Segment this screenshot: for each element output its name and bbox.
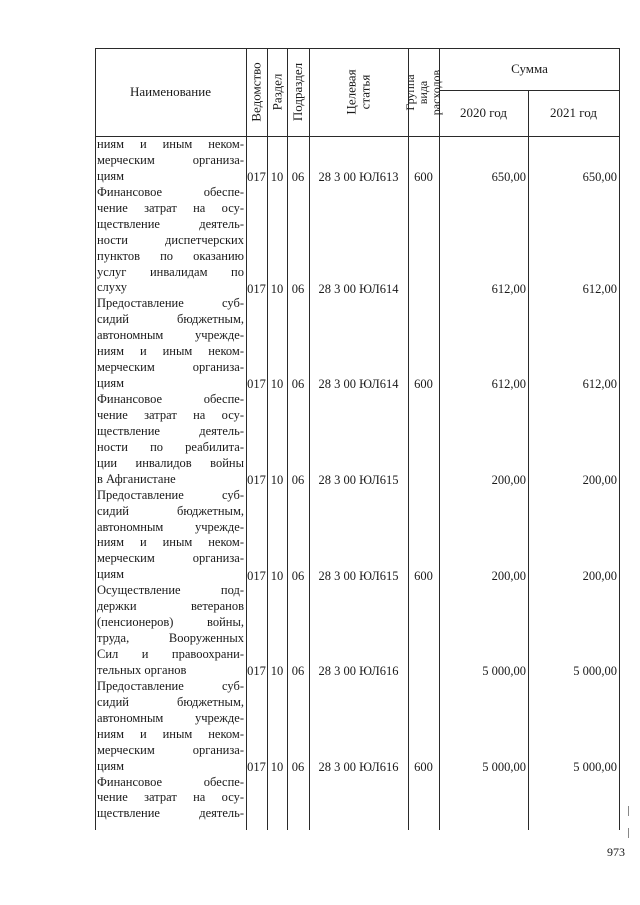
name-line: ниям и иным неком- <box>97 137 244 151</box>
name-line: циям <box>97 168 125 183</box>
cell-sum-2020: 612,00 <box>491 377 526 392</box>
name-line: циям <box>97 567 125 582</box>
cell-vedomstvo: 017 <box>247 472 266 487</box>
name-line: Финансовое обеспе- <box>97 392 244 406</box>
col-line-2 <box>267 48 268 830</box>
name-line: Финансовое обеспе- <box>97 184 244 199</box>
name-line: Сил и правоохрани- <box>97 647 244 661</box>
cell-sum-2021: 650,00 <box>582 169 617 184</box>
cell-tselevaya-statya: 28 3 00 ЮЛ615 <box>318 568 399 583</box>
cell-gruppa: 600 <box>414 760 433 775</box>
name-line: мерческим организа- <box>97 152 244 167</box>
cell-razdel: 10 <box>270 281 284 296</box>
name-line: чение затрат на осу- <box>97 407 244 422</box>
name-column-text <box>97 137 244 822</box>
name-line: ниям и иным неком- <box>97 535 244 550</box>
col-line-7 <box>528 90 529 830</box>
col-line-6 <box>439 48 440 830</box>
name-line: ности диспетчерских <box>97 232 244 247</box>
name-line: чение затрат на осу- <box>97 790 244 805</box>
name-line: труда, Вооруженных <box>97 631 244 646</box>
name-line: мерческим организа- <box>97 360 244 375</box>
name-line: ниям и иным неком- <box>97 726 244 741</box>
col-line-5 <box>408 48 409 830</box>
budget-table <box>95 48 620 830</box>
cell-podrazdel: 06 <box>291 169 305 184</box>
name-line: ществление деятель- <box>97 216 244 231</box>
header-summa: Сумма <box>511 61 548 76</box>
name-line: в Афганистане <box>97 471 176 486</box>
cell-podrazdel: 06 <box>291 472 305 487</box>
cell-tselevaya-statya: 28 3 00 ЮЛ616 <box>318 760 399 775</box>
table-border-right <box>619 48 620 830</box>
cell-razdel: 10 <box>270 760 284 775</box>
cell-podrazdel: 06 <box>291 664 305 679</box>
name-line: сидий бюджетным, <box>97 694 244 709</box>
cell-razdel: 10 <box>270 169 284 184</box>
header-gruppa-vida-raskhodov: Группа вида расходов <box>403 69 443 115</box>
name-line: Предоставление суб- <box>97 487 244 502</box>
name-line: сидий бюджетным, <box>97 312 244 327</box>
cell-tselevaya-statya: 28 3 00 ЮЛ614 <box>318 281 399 296</box>
cell-sum-2020: 5 000,00 <box>482 760 526 775</box>
table-border-left <box>95 48 96 830</box>
cell-sum-2021: 5 000,00 <box>573 664 617 679</box>
col-line-4 <box>309 48 310 830</box>
name-line: пунктов по оказанию <box>97 248 244 263</box>
name-line: Предоставление суб- <box>97 678 244 693</box>
cell-sum-2020: 200,00 <box>491 472 526 487</box>
name-line: услуг инвалидам по <box>97 264 244 279</box>
cell-sum-2020: 612,00 <box>491 281 526 296</box>
cell-sum-2021: 200,00 <box>582 472 617 487</box>
header-razdel: Раздел <box>269 73 284 111</box>
header-vedomstvo: Ведомство <box>248 62 264 122</box>
name-line: слуху <box>97 280 128 295</box>
name-line: автономным учрежде- <box>97 710 244 725</box>
margin-mark <box>628 828 629 838</box>
cell-sum-2020: 5 000,00 <box>482 664 526 679</box>
header-tselevaya-statya: Целевая статья <box>343 69 373 115</box>
name-line: чение затрат на осу- <box>97 200 244 215</box>
col-line-3 <box>287 48 288 830</box>
margin-mark <box>628 806 629 816</box>
cell-gruppa: 600 <box>414 568 433 583</box>
header-podrazdel: Подраздел <box>290 62 306 122</box>
name-line: циям <box>97 376 125 391</box>
name-line: ции инвалидов войны <box>97 455 244 470</box>
cell-podrazdel: 06 <box>291 281 305 296</box>
header-year-2021: 2021 год <box>550 105 597 120</box>
cell-tselevaya-statya: 28 3 00 ЮЛ615 <box>318 472 399 487</box>
name-line: ществление деятель- <box>97 423 244 438</box>
cell-gruppa: 600 <box>414 169 433 184</box>
cell-podrazdel: 06 <box>291 377 305 392</box>
header-year-2020: 2020 год <box>460 105 507 120</box>
cell-razdel: 10 <box>270 568 284 583</box>
cell-podrazdel: 06 <box>291 568 305 583</box>
cell-vedomstvo: 017 <box>247 169 266 184</box>
cell-vedomstvo: 017 <box>247 377 266 392</box>
name-line: мерческим организа- <box>97 551 244 566</box>
name-line: тельных органов <box>97 662 187 677</box>
name-line: ности по реабилита- <box>97 439 244 454</box>
cell-razdel: 10 <box>270 664 284 679</box>
name-line: Предоставление суб- <box>97 296 244 311</box>
name-line: Финансовое обеспе- <box>97 774 244 789</box>
cell-sum-2021: 200,00 <box>582 568 617 583</box>
name-line: автономным учрежде- <box>97 328 244 343</box>
header-name: Наименование <box>130 84 211 99</box>
cell-sum-2020: 650,00 <box>491 169 526 184</box>
cell-vedomstvo: 017 <box>247 568 266 583</box>
cell-razdel: 10 <box>270 472 284 487</box>
cell-podrazdel: 06 <box>291 760 305 775</box>
cell-tselevaya-statya: 28 3 00 ЮЛ614 <box>318 377 399 392</box>
name-line: ществление деятель- <box>97 806 244 821</box>
name-line: сидий бюджетным, <box>97 503 244 518</box>
name-line: автономным учрежде- <box>97 519 244 534</box>
cell-vedomstvo: 017 <box>247 281 266 296</box>
name-line: держки ветеранов <box>97 599 244 614</box>
page-number: 973 <box>607 845 625 859</box>
cell-sum-2021: 612,00 <box>582 281 617 296</box>
cell-vedomstvo: 017 <box>247 760 266 775</box>
name-line: (пенсионеров) войны, <box>97 615 244 630</box>
cell-vedomstvo: 017 <box>247 664 266 679</box>
name-line: ниям и иным неком- <box>97 344 244 359</box>
cell-gruppa: 600 <box>414 377 433 392</box>
name-line: циям <box>97 758 125 773</box>
cell-sum-2021: 612,00 <box>582 377 617 392</box>
cell-sum-2021: 5 000,00 <box>573 760 617 775</box>
cell-tselevaya-statya: 28 3 00 ЮЛ616 <box>318 664 399 679</box>
cell-razdel: 10 <box>270 377 284 392</box>
name-line: мерческим организа- <box>97 742 244 757</box>
cell-tselevaya-statya: 28 3 00 ЮЛ613 <box>318 169 399 184</box>
col-line-1 <box>246 48 247 830</box>
name-line: Осуществление под- <box>97 583 244 598</box>
cell-sum-2020: 200,00 <box>491 568 526 583</box>
